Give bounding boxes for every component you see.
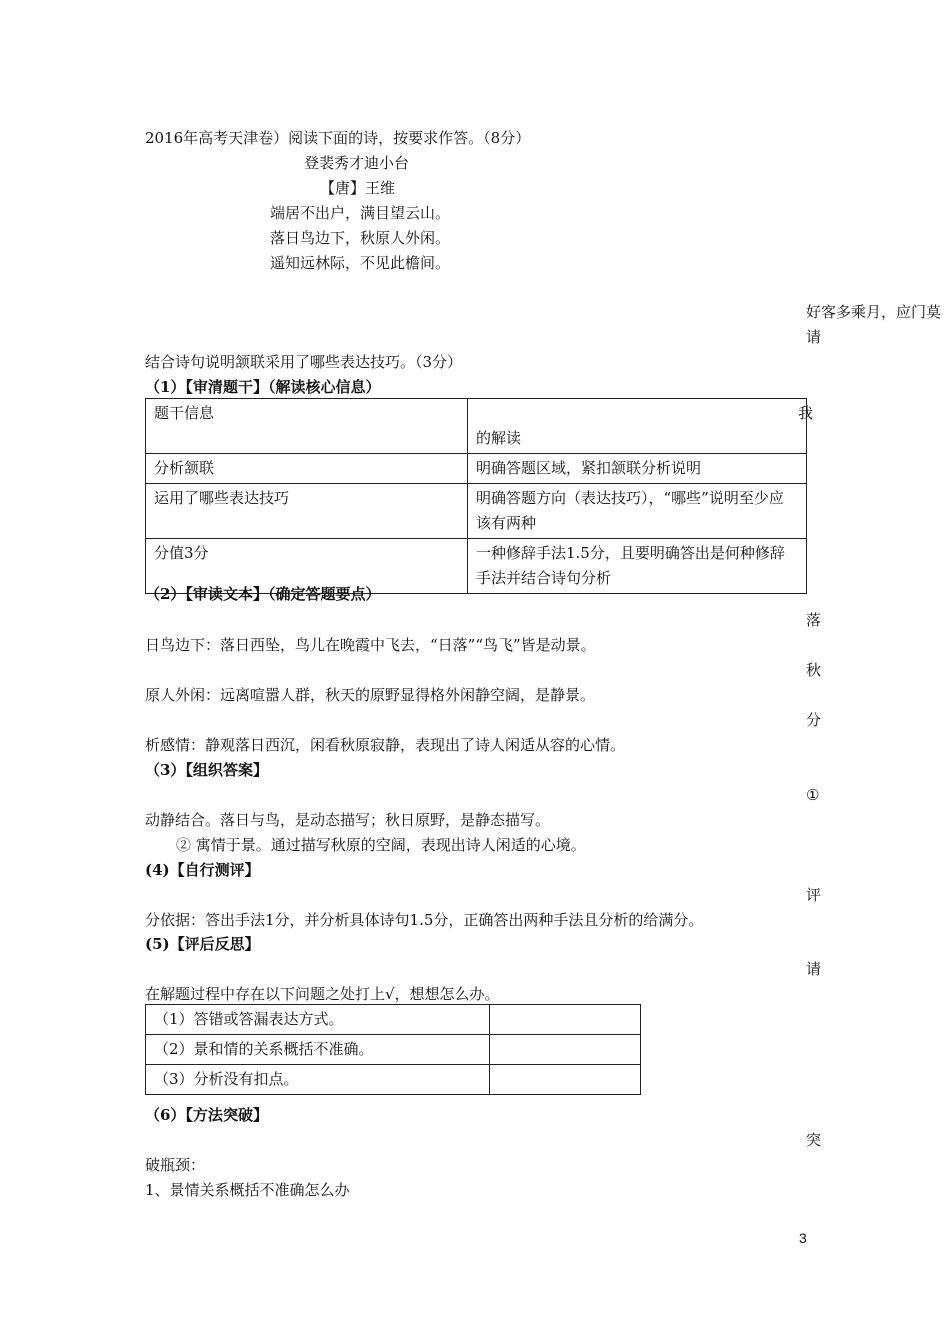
right-fragment: 请 <box>806 960 822 978</box>
paragraph: 析感情：静观落日西沉，闲看秋原寂静，表现出了诗人闲适从容的心情。 <box>145 736 626 754</box>
section-heading-5: (5)【评后反思】 <box>145 935 260 953</box>
paragraph: 动静结合。落日与鸟，是动态描写；秋日原野，是静态描写。 <box>145 811 551 829</box>
section-heading-2: （2）【审读文本】（确定答题要点） <box>145 585 381 603</box>
paragraph: 日鸟边下：落日西坠，鸟儿在晚霞中飞去，“日落”“鸟飞”皆是动景。 <box>145 636 596 654</box>
poem-line: 落日鸟边下，秋原人外闲。 <box>270 229 451 247</box>
right-fragment: 秋 <box>806 661 822 679</box>
table-cell: 题干信息 <box>146 399 468 454</box>
section-heading-1: （1）【审清题干】（解读核心信息） <box>145 378 381 396</box>
section-heading-4: (4)【自行测评】 <box>145 861 260 879</box>
intro-text: 2016年高考天津卷）阅读下面的诗，按要求作答。（8分） <box>145 129 531 147</box>
reflection-table <box>145 1004 641 1095</box>
section-heading-3: （3）【组织答案】 <box>145 761 268 779</box>
table-cell: （2）景和情的关系概括不准确。 <box>146 1035 490 1065</box>
question-text: 结合诗句说明颔联采用了哪些表达技巧。（3分） <box>145 353 463 371</box>
table-row <box>146 399 807 454</box>
right-fragment: 分 <box>806 711 822 729</box>
poem-line: 端居不出户，满目望云山。 <box>270 204 451 222</box>
table-row <box>146 484 807 539</box>
poem-author: 【唐】王维 <box>320 179 396 197</box>
right-fragment: 突 <box>806 1131 822 1149</box>
paragraph: ② 寓情于景。通过描写秋原的空阔，表现出诗人闲适的心境。 <box>176 836 586 854</box>
checkbox-cell[interactable] <box>490 1005 641 1035</box>
page-number: 3 <box>799 1230 807 1246</box>
right-fragment: 评 <box>806 886 822 904</box>
paragraph: 分依据：答出手法1分，并分析具体诗句1.5分，正确答出两种手法且分析的给满分。 <box>145 911 704 929</box>
table-cell: 分析颔联 <box>146 454 468 484</box>
right-fragment: ① <box>806 786 820 804</box>
table-cell: 明确答题方向（表达技巧），“哪些”说明至少应该有两种 <box>468 484 807 539</box>
poem-title: 登裴秀才迪小台 <box>304 154 410 172</box>
table-row <box>146 1065 641 1095</box>
paragraph: 原人外闲：远离喧嚣人群，秋天的原野显得格外闲静空阔，是静景。 <box>145 686 596 704</box>
table-cell: （1）答错或答漏表达方式。 <box>146 1005 490 1035</box>
right-fragment: 好客多乘月，应门莫 <box>806 303 942 321</box>
table-cell: 一种修辞手法1.5分，且要明确答出是何种修辞手法并结合诗句分析 <box>468 539 807 594</box>
table-cell: 的解读 <box>468 399 807 454</box>
table-row <box>146 454 807 484</box>
right-fragment: 我 <box>798 404 814 422</box>
table-cell: （3）分析没有扣点。 <box>146 1065 490 1095</box>
paragraph: 破瓶颈： <box>145 1156 206 1174</box>
poem-line: 遥知远林际，不见此檐间。 <box>270 254 451 272</box>
table-cell: 分值3分 <box>146 539 468 594</box>
table-cell: 明确答题区域，紧扣颔联分析说明 <box>468 454 807 484</box>
table-cell: 运用了哪些表达技巧 <box>146 484 468 539</box>
paragraph: 1、景情关系概括不准确怎么办 <box>145 1181 350 1199</box>
checkbox-cell[interactable] <box>490 1035 641 1065</box>
right-fragment: 请 <box>806 328 822 346</box>
analysis-table <box>145 398 807 594</box>
paragraph: 在解题过程中存在以下问题之处打上√，想想怎么办。 <box>145 985 500 1003</box>
section-heading-6: （6）【方法突破】 <box>145 1106 268 1124</box>
right-fragment: 落 <box>806 611 822 629</box>
table-row <box>146 1005 641 1035</box>
table-row <box>146 1035 641 1065</box>
checkbox-cell[interactable] <box>490 1065 641 1095</box>
